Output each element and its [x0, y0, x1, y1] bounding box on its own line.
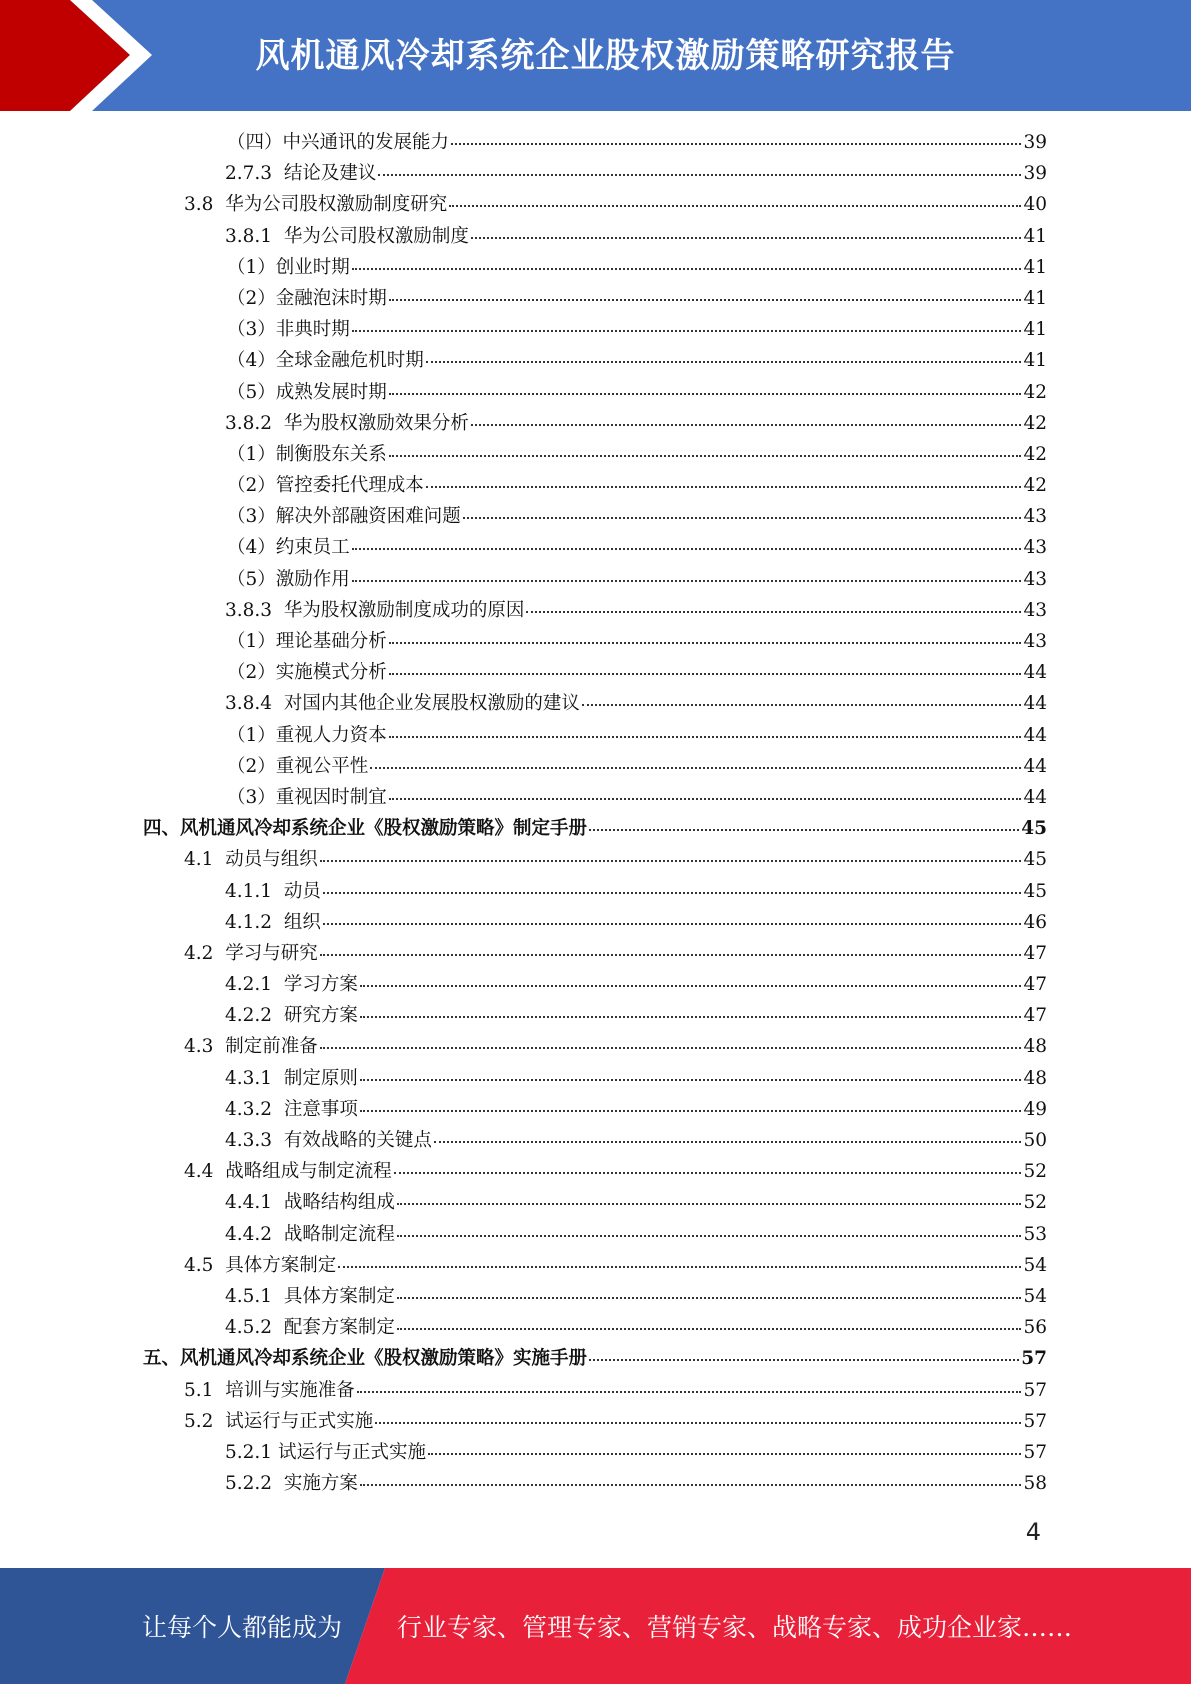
toc-entry-page: 45 [1023, 880, 1047, 902]
toc-entry-number: 4.5.2 [225, 1317, 284, 1339]
toc-entry[interactable] [0, 283, 1191, 314]
toc-entry[interactable] [0, 1125, 1191, 1156]
toc-dot-leader [323, 906, 1022, 925]
toc-entry-number: 4.1.2 [225, 911, 284, 933]
toc-entry-number: 4.2.1 [225, 974, 284, 996]
toc-entry[interactable] [0, 751, 1191, 782]
toc-entry-page: 48 [1023, 1067, 1047, 1089]
toc-entry-title: 制衡股东关系 [275, 443, 387, 465]
toc-dot-leader [378, 158, 1021, 177]
toc-entry-page: 57 [1021, 1348, 1047, 1370]
toc-dot-leader [338, 1249, 1021, 1268]
toc-entry-title: 风机通风冷却系统企业《股权激励策略》制定手册 [180, 818, 588, 840]
toc-entry-title: 研究方案 [283, 1005, 358, 1027]
toc-entry-title: 非典时期 [275, 319, 350, 341]
toc-dot-leader [389, 282, 1022, 301]
toc-dot-leader [360, 1000, 1022, 1019]
toc-entry[interactable] [0, 1000, 1191, 1031]
toc-entry-number: （2） [227, 662, 276, 684]
toc-dot-leader [582, 688, 1022, 707]
toc-entry[interactable] [0, 314, 1191, 345]
toc-entry-number: 4.2 [184, 942, 226, 964]
toc-entry-page: 52 [1023, 1161, 1047, 1183]
toc-entry-number: （四） [227, 132, 283, 153]
toc-entry-title: 有效战略的关键点 [283, 1130, 432, 1151]
toc-dot-leader [360, 1467, 1022, 1486]
toc-entry-page: 39 [1023, 132, 1047, 153]
toc-dot-leader [389, 657, 1022, 676]
toc-entry-number: （3） [227, 506, 276, 528]
toc-entry-title: 解决外部融资困难问题 [275, 506, 461, 528]
toc-entry-number: 四、 [143, 818, 181, 840]
toc-entry-page: 42 [1023, 475, 1047, 497]
toc-entry-number: 4.4.1 [225, 1192, 284, 1214]
toc-entry-title: 结论及建议 [283, 163, 377, 185]
toc-dot-leader [360, 1093, 1022, 1112]
toc-entry-number: （3） [227, 786, 276, 808]
toc-entry[interactable] [0, 1375, 1191, 1406]
toc-entry[interactable] [0, 595, 1191, 626]
toc-dot-leader [389, 376, 1022, 395]
toc-entry-page: 44 [1023, 786, 1047, 808]
toc-dot-leader [375, 1405, 1021, 1424]
toc-entry[interactable] [0, 1343, 1191, 1374]
toc-entry-title: 战略制定流程 [283, 1223, 395, 1245]
toc-entry-number: 5.2 [184, 1410, 226, 1432]
toc-dot-leader [434, 1124, 1022, 1143]
toc-dot-leader [323, 875, 1022, 894]
toc-dot-leader [526, 594, 1021, 613]
toc-entry-title: 中兴通讯的发展能力 [282, 132, 450, 153]
toc-entry[interactable] [0, 377, 1191, 408]
toc-dot-leader [389, 438, 1022, 457]
toc-entry-page: 42 [1023, 412, 1047, 434]
toc-entry-title: 金融泡沫时期 [275, 287, 387, 309]
page-footer [0, 1568, 1191, 1684]
toc-entry[interactable] [0, 1156, 1191, 1187]
toc-entry-page: 42 [1023, 381, 1047, 403]
toc-entry-number: （2） [227, 475, 276, 497]
toc-entry[interactable] [0, 626, 1191, 657]
toc-entry-number: （1） [227, 256, 276, 278]
toc-entry-page: 45 [1023, 849, 1047, 871]
header-title: 风机通风冷却系统企业股权激励策略研究报告 [255, 36, 956, 76]
toc-entry[interactable] [0, 1437, 1191, 1468]
toc-entry[interactable] [0, 221, 1191, 252]
toc-entry-title: 实施模式分析 [275, 662, 387, 684]
toc-entry-page: 40 [1023, 194, 1047, 216]
toc-entry[interactable] [0, 876, 1191, 907]
toc-entry[interactable] [0, 532, 1191, 563]
toc-dot-leader [589, 812, 1019, 831]
toc-entry[interactable] [0, 938, 1191, 969]
toc-entry[interactable] [0, 782, 1191, 813]
toc-entry-number: 4.1.1 [225, 880, 284, 902]
toc-entry[interactable] [0, 813, 1191, 844]
toc-entry[interactable] [0, 252, 1191, 283]
toc-dot-leader [360, 968, 1022, 987]
toc-entry-number: （4） [227, 350, 276, 372]
toc-entry[interactable] [0, 189, 1191, 220]
toc-entry-page: 57 [1023, 1441, 1047, 1463]
toc-entry[interactable] [0, 1219, 1191, 1250]
toc-dot-leader [357, 1374, 1022, 1393]
toc-entry-page: 47 [1023, 942, 1047, 964]
toc-dot-leader [428, 1436, 1021, 1455]
toc-entry[interactable] [0, 1063, 1191, 1094]
toc-entry[interactable] [0, 564, 1191, 595]
toc-entry-page: 50 [1023, 1130, 1047, 1151]
toc-dot-leader [352, 313, 1022, 332]
toc-entry-title: 动员与组织 [225, 849, 318, 871]
toc-dot-leader [352, 563, 1022, 582]
toc-entry-number: 五、 [143, 1348, 181, 1370]
toc-entry-title: 试运行与正式实施 [277, 1441, 426, 1463]
toc-entry-number: 5.2.2 [225, 1473, 284, 1495]
toc-entry[interactable] [0, 501, 1191, 532]
toc-dot-leader [320, 844, 1022, 863]
toc-entry-title: 动员 [283, 880, 321, 902]
toc-entry[interactable] [0, 1250, 1191, 1281]
toc-entry-title: 华为公司股权激励制度 [283, 225, 469, 247]
toc-entry-title: 管控委托代理成本 [275, 475, 424, 497]
toc-entry[interactable] [0, 1094, 1191, 1125]
toc-entry[interactable] [0, 844, 1191, 875]
page-header [0, 0, 1191, 111]
toc-entry[interactable] [0, 439, 1191, 470]
page-number: 4 [1025, 1518, 1041, 1546]
toc-entry-number: 4.5 [184, 1254, 226, 1276]
toc-entry[interactable] [0, 345, 1191, 376]
toc-entry-page: 58 [1023, 1473, 1047, 1495]
toc-entry[interactable] [0, 408, 1191, 439]
toc-entry-title: 激励作用 [275, 568, 350, 590]
table-of-contents [0, 127, 1191, 1499]
toc-entry-number: （1） [227, 443, 276, 465]
toc-entry-title: 华为股权激励制度成功的原因 [283, 599, 525, 621]
toc-dot-leader [449, 189, 1021, 208]
toc-entry-title: 华为公司股权激励制度研究 [225, 194, 448, 216]
toc-entry-title: 对国内其他企业发展股权激励的建议 [283, 693, 580, 715]
toc-entry-page: 43 [1023, 631, 1047, 652]
toc-dot-leader [360, 1062, 1022, 1081]
toc-entry-page: 47 [1023, 1005, 1047, 1027]
toc-entry-title: 实施方案 [283, 1473, 358, 1495]
toc-entry-number: （5） [227, 381, 276, 403]
toc-entry-title: 注意事项 [283, 1098, 358, 1120]
toc-entry-title: 学习方案 [283, 974, 358, 996]
toc-entry-page: 43 [1023, 506, 1047, 528]
toc-entry-title: 战略组成与制定流程 [225, 1161, 392, 1183]
toc-entry-number: 2.7.3 [225, 163, 284, 185]
toc-entry-number: 4.3.3 [225, 1130, 284, 1151]
toc-entry-page: 44 [1023, 724, 1047, 746]
footer-slogan-right: 行业专家、管理专家、营销专家、战略专家、成功企业家…… [397, 1613, 1073, 1642]
toc-dot-leader [352, 251, 1022, 270]
toc-entry-page: 48 [1023, 1036, 1047, 1058]
toc-entry-number: 4.2.2 [225, 1005, 284, 1027]
toc-dot-leader [426, 345, 1022, 364]
toc-entry-title: 重视公平性 [275, 755, 369, 777]
toc-entry-title: 全球金融危机时期 [275, 350, 424, 372]
toc-entry-page: 54 [1023, 1285, 1047, 1307]
toc-entry-page: 44 [1023, 693, 1047, 715]
toc-entry-page: 43 [1023, 568, 1047, 590]
toc-dot-leader [589, 1343, 1019, 1362]
toc-dot-leader [397, 1311, 1022, 1330]
toc-entry-title: 制定前准备 [225, 1036, 318, 1058]
toc-dot-leader [389, 625, 1022, 644]
toc-dot-leader [320, 937, 1022, 956]
toc-entry-title: 风机通风冷却系统企业《股权激励策略》实施手册 [180, 1348, 588, 1370]
toc-entry-page: 41 [1023, 225, 1047, 247]
toc-entry-page: 45 [1021, 818, 1047, 840]
toc-entry-number: 3.8.1 [225, 225, 284, 247]
toc-dot-leader [471, 220, 1022, 239]
toc-entry-title: 重视因时制宜 [275, 786, 387, 808]
toc-entry-title: 培训与实施准备 [225, 1379, 355, 1401]
toc-entry[interactable] [0, 127, 1191, 158]
toc-entry-page: 53 [1023, 1223, 1047, 1245]
toc-entry-page: 47 [1023, 974, 1047, 996]
toc-dot-leader [389, 719, 1022, 738]
toc-entry-number: 4.3.1 [225, 1067, 284, 1089]
toc-entry[interactable] [0, 470, 1191, 501]
toc-dot-leader [320, 1031, 1022, 1050]
toc-entry-number: 4.4 [184, 1161, 226, 1183]
toc-entry-title: 学习与研究 [225, 942, 318, 964]
toc-entry[interactable] [0, 1312, 1191, 1343]
toc-entry[interactable] [0, 1281, 1191, 1312]
toc-dot-leader [397, 1280, 1022, 1299]
toc-entry-page: 56 [1023, 1317, 1047, 1339]
toc-entry-page: 44 [1023, 755, 1047, 777]
toc-entry-number: 5.2.1 [225, 1441, 278, 1463]
toc-entry-number: 3.8.4 [225, 693, 284, 715]
toc-dot-leader [451, 126, 1021, 145]
toc-entry-number: （3） [227, 319, 276, 341]
toc-entry-title: 具体方案制定 [283, 1285, 395, 1307]
toc-entry-page: 54 [1023, 1254, 1047, 1276]
toc-entry-number: （1） [227, 631, 276, 652]
toc-dot-leader [370, 750, 1021, 769]
toc-entry-page: 43 [1023, 537, 1047, 559]
toc-entry-number: （2） [227, 755, 276, 777]
toc-entry-page: 57 [1023, 1379, 1047, 1401]
toc-dot-leader [397, 1187, 1022, 1206]
toc-entry[interactable] [0, 969, 1191, 1000]
toc-entry-title: 华为股权激励效果分析 [283, 412, 469, 434]
toc-entry-page: 41 [1023, 256, 1047, 278]
toc-entry-page: 46 [1023, 911, 1047, 933]
toc-entry-number: 4.3.2 [225, 1098, 284, 1120]
footer-slogan-left: 让每个人都能成为 [142, 1613, 343, 1642]
toc-entry-title: 约束员工 [275, 537, 350, 559]
toc-entry[interactable] [0, 1187, 1191, 1218]
toc-entry-title: 理论基础分析 [275, 631, 387, 652]
toc-entry[interactable] [0, 158, 1191, 189]
toc-entry[interactable] [0, 907, 1191, 938]
toc-entry-title: 组织 [283, 911, 321, 933]
toc-entry-number: （2） [227, 287, 276, 309]
toc-entry-number: 5.1 [184, 1379, 226, 1401]
toc-entry-number: （5） [227, 568, 276, 590]
toc-entry-number: 4.4.2 [225, 1223, 284, 1245]
toc-entry[interactable] [0, 688, 1191, 719]
toc-entry-page: 43 [1023, 599, 1047, 621]
toc-entry[interactable] [0, 1031, 1191, 1062]
toc-entry[interactable] [0, 1468, 1191, 1499]
toc-entry-page: 41 [1023, 287, 1047, 309]
toc-entry-title: 配套方案制定 [283, 1317, 395, 1339]
toc-entry-title: 战略结构组成 [283, 1192, 395, 1214]
toc-entry-number: 4.5.1 [225, 1285, 284, 1307]
toc-dot-leader [389, 781, 1022, 800]
toc-dot-leader [352, 532, 1022, 551]
toc-entry-page: 42 [1023, 443, 1047, 465]
toc-entry-number: 3.8.3 [225, 599, 284, 621]
toc-entry-number: 3.8 [184, 194, 226, 216]
toc-entry-title: 具体方案制定 [225, 1254, 337, 1276]
toc-dot-leader [397, 1218, 1022, 1237]
toc-entry-title: 重视人力资本 [275, 724, 387, 746]
toc-entry-page: 57 [1023, 1410, 1047, 1432]
toc-entry-number: 4.3 [184, 1036, 226, 1058]
toc-entry[interactable] [0, 720, 1191, 751]
toc-entry-page: 44 [1023, 662, 1047, 684]
toc-dot-leader [426, 469, 1022, 488]
toc-entry-number: 4.1 [184, 849, 226, 871]
toc-entry-number: （1） [227, 724, 276, 746]
toc-entry-page: 39 [1023, 163, 1047, 185]
toc-entry-page: 49 [1023, 1098, 1047, 1120]
toc-entry[interactable] [0, 1406, 1191, 1437]
toc-entry-number: （4） [227, 537, 276, 559]
toc-entry[interactable] [0, 657, 1191, 688]
toc-dot-leader [394, 1156, 1022, 1175]
toc-dot-leader [471, 407, 1022, 426]
toc-entry-title: 成熟发展时期 [275, 381, 387, 403]
toc-entry-page: 41 [1023, 350, 1047, 372]
toc-entry-title: 制定原则 [283, 1067, 358, 1089]
toc-entry-number: 3.8.2 [225, 412, 284, 434]
toc-entry-page: 52 [1023, 1192, 1047, 1214]
toc-entry-title: 创业时期 [275, 256, 350, 278]
toc-dot-leader [463, 501, 1022, 520]
toc-entry-title: 试运行与正式实施 [225, 1410, 374, 1432]
toc-entry-page: 41 [1023, 319, 1047, 341]
